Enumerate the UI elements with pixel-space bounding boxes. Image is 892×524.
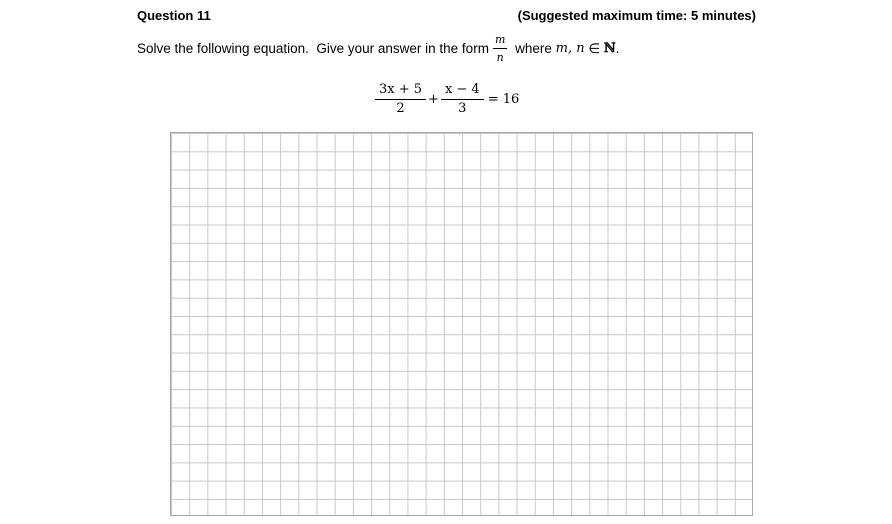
fraction-1-numerator: 3x + 5 — [379, 82, 423, 97]
suggested-time: (Suggested maximum time: 5 minutes) — [517, 8, 756, 23]
answer-form-fraction — [493, 33, 507, 64]
fraction-2-denominator: 3 — [458, 101, 467, 116]
fraction-2-numerator: x − 4 — [444, 82, 480, 97]
equation — [375, 82, 519, 117]
question-prompt — [137, 33, 620, 64]
form-numerator: m — [494, 33, 506, 46]
prompt-text: Solve the following equation. Give your answer in the form — [137, 40, 489, 56]
plus-operator: + — [428, 92, 439, 107]
question-title: Question 11 — [137, 8, 211, 23]
prompt-variables: m, n — [555, 41, 585, 56]
prompt-element-of: ∈ — [584, 40, 604, 56]
answer-grid[interactable] — [170, 132, 753, 516]
prompt-where: where — [511, 40, 556, 56]
prompt-end: . — [615, 40, 620, 56]
form-denominator: n — [496, 51, 504, 64]
equation-fraction-1 — [375, 82, 426, 117]
fraction-1-denominator: 2 — [396, 101, 405, 116]
fraction-1-bar — [375, 99, 426, 100]
equation-rhs: = 16 — [487, 92, 520, 107]
fraction-2-bar — [441, 99, 484, 100]
equation-fraction-2 — [441, 82, 484, 117]
fraction-bar — [493, 48, 507, 49]
natural-numbers-symbol: ℕ — [603, 41, 616, 56]
